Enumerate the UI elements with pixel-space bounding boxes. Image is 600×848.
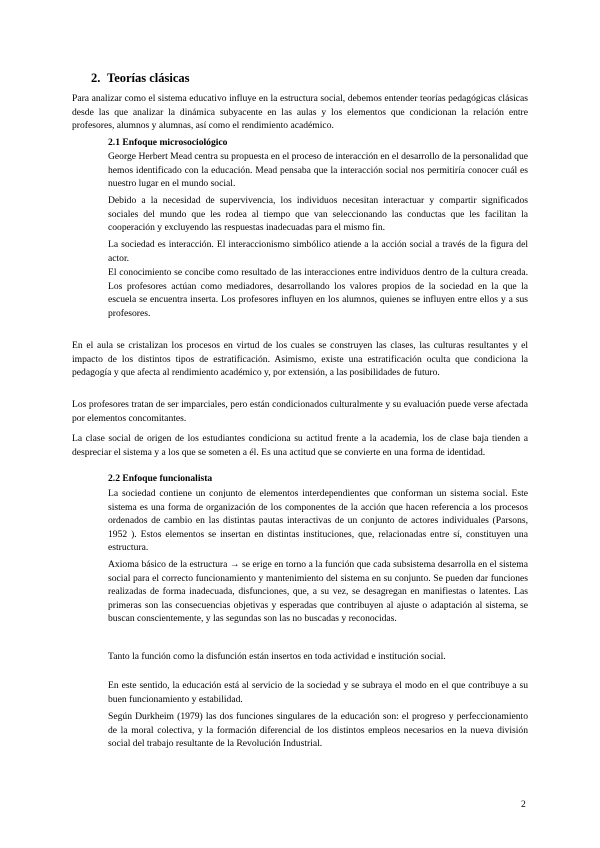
paragraph-sentido: En este sentido, la educación está al servicio de la sociedad y se subraya el modo en el que contribuye a su buen funcionamiento y estabilidad. [108,680,528,705]
section-title: Teorías clásicas [107,71,190,85]
paragraph-axioma: Axioma básico de la estructura → se erige en torno a la función que cada subsistema desarrolla en el sistema social para el correcto funcionamiento y mantenimiento del sistema en su conjunto. Se pueden dar funciones realizadas de forma inadecuada, disfunciones, que, a su vez, se desagregan en manifiestas o latentes. Las primeras son las consecuencias objetivas y esperadas que contribuyen al ajuste o adaptación al sistema, se buscan conscientemente, y las segundas son las no buscadas y reconocidas. [108,559,528,625]
page-number: 2 [521,799,526,810]
paragraph-mead: George Herbert Mead centra su propuesta en el proceso de interacción en el desarrollo de la personalidad que hemos identificado con la educación. Mead pensaba que la interacción social nos permitiría conocer cuál es nuestro lugar en el mundo social. [108,151,528,190]
paragraph-conocimiento: El conocimiento se concibe como resultado de las interacciones entre individuos dentro de la cultura creada. Los profesores actúan como mediadores, desarrollando los valores propios de la sociedad en la que la escuela se encuentra inserta. Los profesores influyen en los alumnos, quienes se influyen entre ellos y a sus profesores. [108,267,528,319]
paragraph-durkheim: Según Durkheim (1979) las dos funciones singulares de la educación son: el progreso y perfeccionamiento de la moral colectiva, y la formación diferencial de los distintos empleos necesarios en la nueva división social del trabajo resultante de la Revolución Industrial. [108,711,528,750]
section-number: 2. [91,71,101,85]
section-heading [91,71,190,86]
paragraph-sistema-social: La sociedad contiene un conjunto de elementos interdependientes que conforman un sistema social. Este sistema es una forma de organización de los componentes de la acción que hacen referencia a los procesos ordenados de cambio en las distintas pautas interactivas de un conjunto de actores individuales (Parsons, 1952 ). Estos elementos se insertan en distintas instituciones, que, relacionadas entre sí, constituyen una estructura. [108,488,528,554]
paragraph-aula: En el aula se cristalizan los procesos en virtud de los cuales se construyen las clases, las culturas resultantes y el impacto de los distintos tipos de estratificación. Asimismo, existe una estratificación oculta que condiciona la pedagogía y que afecta al rendimiento académico y, por extensión, a las posibilidades de futuro. [72,340,528,379]
paragraph-supervivencia: Debido a la necesidad de supervivencia, los individuos necesitan interactuar y compartir significados sociales del mundo que les rodea al tiempo que van seleccionando las conductas que les facilitan la cooperación y excluyendo las respuestas inadecuadas para el mismo fin. [108,195,528,234]
paragraph-interaccion: La sociedad es interacción. El interaccionismo simbólico atiende a la acción social a través de la figura del actor. [108,239,528,264]
subsection-title-funcionalista: 2.2 Enfoque funcionalista [108,473,213,484]
paragraph-profesores: Los profesores tratan de ser imparciales, pero están condicionados culturalmente y su evaluación puede verse afectada por elementos concomitantes. [72,399,528,424]
intro-paragraph: Para analizar como el sistema educativo influye en la estructura social, debemos entender teorías pedagógicas clásicas desde las que analizar la dinámica subyacente en las aulas y los elementos que condicionan la relación entre profesores, alumnos y alumnas, así como el rendimiento académico. [72,93,528,132]
subsection-title-microsociologico: 2.1 Enfoque microsociológico [108,137,228,148]
paragraph-clase-social: La clase social de origen de los estudiantes condiciona su actitud frente a la academia, los de clase baja tienden a despreciar el sistema y a los que se someten a él. Es una actitud que se convierte en una forma de identidad. [72,433,528,458]
paragraph-funcion-disfuncion: Tanto la función como la disfunción están insertos en toda actividad e institución social. [108,651,446,662]
